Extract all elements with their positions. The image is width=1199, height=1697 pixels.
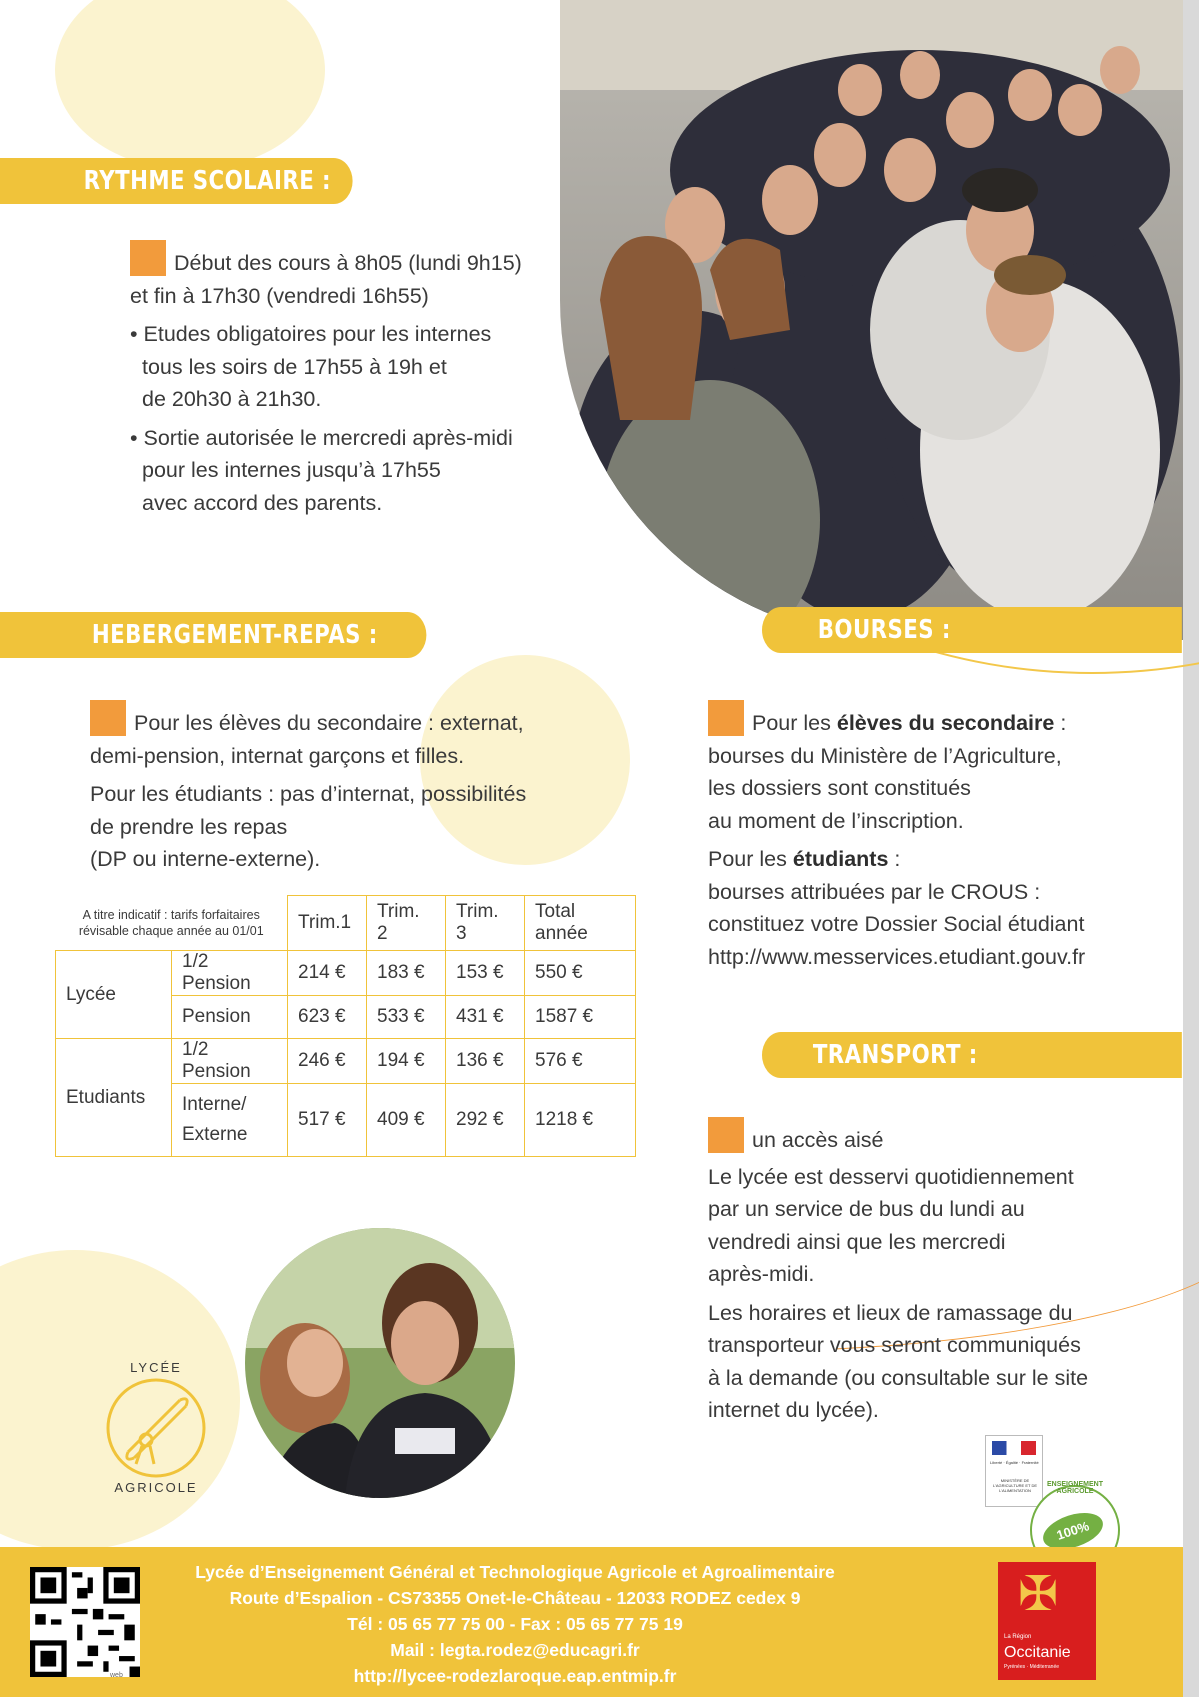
row-label: Pension bbox=[172, 996, 288, 1039]
bourses-line-3: les dossiers sont constitués bbox=[708, 776, 971, 800]
runners-photo bbox=[245, 1228, 515, 1498]
hebergement-title: HEBERGEMENT-REPAS : bbox=[91, 620, 378, 650]
qr-label: web bbox=[110, 1672, 123, 1679]
header-total: Total année bbox=[525, 896, 636, 951]
transport-line-3: vendredi ainsi que les mercredi bbox=[708, 1229, 1006, 1254]
badge-bottom-text: AGRICOLE bbox=[114, 1480, 198, 1495]
group-label: Lycée bbox=[56, 951, 172, 1039]
rythme-line-6: • Sortie autorisée le mercredi après-midi bbox=[130, 425, 513, 450]
cell-value: 194 € bbox=[367, 1039, 446, 1084]
region-name: Occitanie bbox=[1004, 1644, 1071, 1661]
footer-line-2: Route d’Espalion - CS73355 Onet-le-Château - 12033 RODEZ cedex 9 bbox=[229, 1588, 801, 1608]
bourses-text bbox=[708, 700, 1178, 973]
bourses-banner bbox=[762, 607, 1182, 653]
nature-center-text: 100% bbox=[1039, 1506, 1108, 1556]
bourses-line-4: au moment de l’inscription. bbox=[708, 808, 964, 833]
transport-text bbox=[708, 1117, 1178, 1427]
transport-line-2: par un service de bus du lundi au bbox=[708, 1197, 1025, 1221]
transport-banner bbox=[762, 1032, 1182, 1078]
orange-square-marker bbox=[708, 700, 744, 736]
rythme-line-4: tous les soirs de 17h55 à 19h et bbox=[142, 354, 447, 379]
rythme-line-3: • Etudes obligatoires pour les internes bbox=[130, 322, 492, 346]
ministere-agriculture-logo bbox=[985, 1435, 1043, 1507]
transport-line-1: Le lycée est desservi quotidiennement bbox=[708, 1164, 1074, 1189]
hebergement-line-2: demi-pension, internat garçons et filles. bbox=[90, 743, 465, 768]
hebergement-line-3: Pour les étudiants : pas d’internat, possibilités bbox=[90, 782, 527, 806]
tariff-header-row bbox=[56, 896, 636, 951]
rythme-line-1: Début des cours à 8h05 (lundi 9h15) bbox=[130, 240, 560, 280]
hebergement-line-4: de prendre les repas bbox=[90, 814, 288, 839]
bourses-line-5: Pour les étudiants : bbox=[708, 847, 901, 871]
row-label: 1/2 Pension bbox=[172, 1039, 288, 1084]
transport-title: TRANSPORT : bbox=[812, 1040, 978, 1070]
lycee-agricole-badge bbox=[88, 1360, 224, 1496]
cell-value: 409 € bbox=[367, 1084, 446, 1157]
cell-value: 1587 € bbox=[525, 996, 636, 1039]
group-label: Etudiants bbox=[56, 1039, 172, 1157]
rythme-scolaire-title: RYTHME SCOLAIRE : bbox=[83, 166, 331, 196]
cell-value: 1218 € bbox=[525, 1084, 636, 1157]
cell-value: 136 € bbox=[446, 1039, 525, 1084]
cell-value: 533 € bbox=[367, 996, 446, 1039]
header-trim-2: Trim. 2 bbox=[367, 896, 446, 951]
bourses-title: BOURSES : bbox=[817, 615, 951, 645]
cell-value: 576 € bbox=[525, 1039, 636, 1084]
qr-code-icon[interactable] bbox=[30, 1567, 140, 1677]
rythme-line-2: et fin à 17h30 (vendredi 16h55) bbox=[130, 283, 429, 308]
students-group-photo-image bbox=[560, 0, 1183, 640]
header-trim-3: Trim. 3 bbox=[446, 896, 525, 951]
region-small-label: La Région bbox=[1004, 1634, 1032, 1640]
cell-value: 246 € bbox=[288, 1039, 367, 1084]
runners-photo-image bbox=[245, 1228, 515, 1498]
footer-line-1: Lycée d’Enseignement Général et Technologique Agricole et Agroalimentaire bbox=[195, 1562, 835, 1582]
cell-value: 214 € bbox=[288, 951, 367, 996]
footer-phone: Tél : 05 65 77 75 00 - Fax : 05 65 77 75 19 bbox=[347, 1614, 683, 1634]
bourses-line-2: bourses du Ministère de l’Agriculture, bbox=[708, 743, 1062, 768]
rythme-line-5: de 20h30 à 21h30. bbox=[142, 387, 322, 411]
region-subtitle: Pyrénées · Méditerranée bbox=[1004, 1664, 1060, 1670]
hebergement-text bbox=[90, 700, 610, 876]
footer-web-link[interactable]: http://lycee-rodezlaroque.eap.entmip.fr bbox=[353, 1666, 677, 1686]
orange-square-marker bbox=[130, 240, 166, 276]
cell-value: 623 € bbox=[288, 996, 367, 1039]
bourses-line-1: Pour les élèves du secondaire : bbox=[708, 700, 1178, 740]
footer bbox=[0, 1547, 1183, 1697]
cell-value: 517 € bbox=[288, 1084, 367, 1157]
row-label: 1/2 Pension bbox=[172, 951, 288, 996]
diploma-scroll-icon bbox=[127, 1399, 187, 1464]
footer-mail-link[interactable]: Mail : legta.rodez@educagri.fr bbox=[390, 1640, 640, 1660]
table-row bbox=[56, 951, 636, 996]
table-row bbox=[56, 1039, 636, 1084]
transport-line-5: Les horaires et lieux de ramassage du bbox=[708, 1300, 1073, 1325]
transport-line-8: internet du lycée). bbox=[708, 1398, 879, 1422]
orange-square-marker bbox=[90, 700, 126, 736]
ministere-name: MINISTÈRE DE L’AGRICULTURE ET DE L’ALIMENTATION bbox=[992, 1478, 1038, 1493]
transport-line-7: à la demande (ou consultable sur le site bbox=[708, 1365, 1089, 1390]
header-trim-1: Trim.1 bbox=[288, 896, 367, 951]
cell-value: 550 € bbox=[525, 951, 636, 996]
cell-value: 183 € bbox=[367, 951, 446, 996]
occitanie-region-logo bbox=[998, 1562, 1096, 1680]
transport-line-6: transporteur vous seront communiqués bbox=[708, 1333, 1081, 1357]
transport-line-4: après-midi. bbox=[708, 1262, 815, 1286]
bourses-line-6: bourses attribuées par le CROUS : bbox=[708, 879, 1041, 904]
crous-link[interactable]: http://www.messervices.etudiant.gouv.fr bbox=[708, 944, 1086, 969]
cell-value: 153 € bbox=[446, 951, 525, 996]
cell-value: 431 € bbox=[446, 996, 525, 1039]
rythme-scolaire-banner bbox=[0, 158, 353, 204]
occitan-cross-icon: ✠ bbox=[1018, 1568, 1059, 1621]
cell-value: 292 € bbox=[446, 1084, 525, 1157]
rythme-line-7: pour les internes jusqu’à 17h55 bbox=[142, 458, 441, 482]
students-group-photo bbox=[560, 0, 1183, 640]
hebergement-line-1: Pour les élèves du secondaire : externat, bbox=[90, 700, 610, 740]
rythme-scolaire-text bbox=[130, 240, 560, 519]
row-label: Interne/ Externe bbox=[172, 1084, 288, 1157]
orange-square-marker bbox=[708, 1117, 744, 1153]
transport-lead: un accès aisé bbox=[708, 1117, 1178, 1157]
rythme-line-8: avec accord des parents. bbox=[142, 490, 383, 515]
hebergement-banner bbox=[0, 612, 426, 658]
nature-ring-text: ENSEIGNEMENT AGRICOLE bbox=[1046, 1481, 1103, 1495]
bourses-line-7: constituez votre Dossier Social étudiant bbox=[708, 912, 1085, 936]
tariff-table bbox=[55, 895, 636, 1157]
deco-circle-top bbox=[55, 0, 325, 170]
ministere-motto: Liberté · Égalité · Fraternité bbox=[990, 1460, 1039, 1465]
tariff-note: A titre indicatif : tarifs forfaitaires révisable chaque année au 01/01 bbox=[56, 896, 288, 951]
badge-top-text: LYCÉE bbox=[130, 1360, 182, 1375]
footer-address bbox=[150, 1559, 880, 1689]
hebergement-line-5: (DP ou interne-externe). bbox=[90, 847, 321, 871]
french-flag-icon bbox=[992, 1441, 1036, 1455]
